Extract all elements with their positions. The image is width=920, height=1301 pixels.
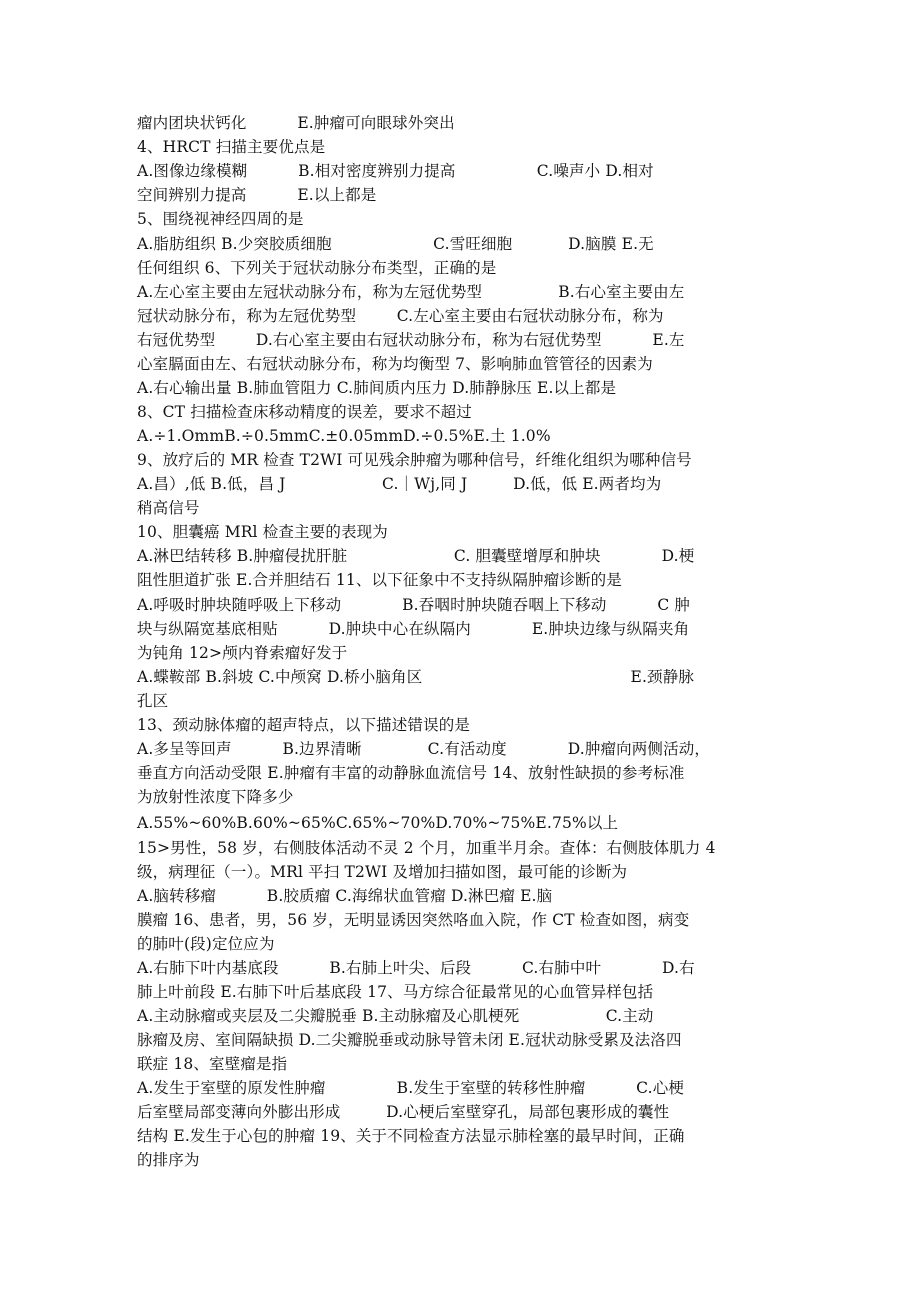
text-line: 心室膈面由左、右冠状动脉分布，称为均衡型 7、影响肺血管管径的因素为 <box>137 355 653 373</box>
text-line: 后室壁局部变薄向外膨出形成 D.心梗后室壁穿孔，局部包裹形成的囊性 <box>137 1103 670 1121</box>
text-line: A.发生于室壁的原发性肿瘤 B.发生于室壁的转移性肿瘤 C.心梗 <box>137 1079 685 1097</box>
text-line: 任何组织 6、下列关于冠状动脉分布类型，正确的是 <box>137 259 497 277</box>
text-line: 瘤内团块状钙化 E.肿瘤可向眼球外突出 <box>137 114 455 132</box>
text-line: 5、围绕视神经四周的是 <box>137 210 304 228</box>
text-line: A.脑转移瘤 B.胶质瘤 C.海绵状血管瘤 D.淋巴瘤 E.脑 <box>137 887 553 905</box>
text-line: A.呼吸时肿块随呼吸上下移动 B.吞咽时肿块随吞咽上下移动 C 肿 <box>137 596 691 614</box>
text-line: 13、颈动脉体瘤的超声特点，以下描述错误的是 <box>137 716 471 734</box>
text-line: A.主动脉瘤或夹层及二尖瓣脱垂 B.主动脉瘤及心肌梗死 C.主动 <box>137 1007 654 1025</box>
text-line: 为钝角 12>颅内脊索瘤好发于 <box>137 644 348 662</box>
text-line: 右冠优势型 D.右心室主要由右冠状动脉分布，称为右冠优势型 E.左 <box>137 331 685 349</box>
text-line: 空间辨别力提高 E.以上都是 <box>137 186 377 204</box>
text-line: 孔区 <box>137 692 169 710</box>
text-line: 垂直方向活动受限 E.肿瘤有丰富的动静脉血流信号 14、放射性缺损的参考标准 <box>137 764 685 782</box>
text-line: 阻性胆道扩张 E.合并胆结石 11、以下征象中不支持纵隔肿瘤诊断的是 <box>137 571 622 589</box>
text-line: 9、放疗后的 MR 检查 T2WI 可见残余肿瘤为哪种信号，纤维化组织为哪种信号 <box>137 451 692 469</box>
text-line: A.多呈等回声 B.边界清晰 C.有活动度 D.肿瘤向两侧活动， <box>137 740 711 758</box>
text-line: A.右心输出量 B.肺血管阻力 C.肺间质内压力 D.肺静脉压 E.以上都是 <box>137 379 617 397</box>
text-line: A.55%~60%B.60%~65%C.65%~70%D.70%~75%E.75%以上 <box>137 814 619 832</box>
text-line: 脉瘤及房、室间隔缺损 D.二尖瓣脱垂或动脉导管未闭 E.冠状动脉受累及法洛四 <box>137 1031 682 1049</box>
text-line: 的排序为 <box>137 1151 200 1169</box>
text-line: A.淋巴结转移 B.肿瘤侵扰肝脏 C. 胆囊壁增厚和肿块 D.梗 <box>137 547 695 565</box>
text-line: A.左心室主要由左冠状动脉分布，称为左冠优势型 B.右心室主要由左 <box>137 283 685 301</box>
text-line: 的肺叶(段)定位应为 <box>137 935 275 953</box>
text-line: A.右肺下叶内基底段 B.右肺上叶尖、后段 C.右肺中叶 D.右 <box>137 959 695 977</box>
text-line: A.昌）,低 B.低，昌 J C.｜Wj,同 J D.低，低 E.两者均为 <box>137 475 662 493</box>
text-line: A.蝶鞍部 B.斜坡 C.中颅窝 D.桥小脑角区 E.颈静脉 <box>137 668 695 686</box>
text-line: 稍高信号 <box>137 499 200 517</box>
text-line: 为放射性浓度下降多少 <box>137 788 294 806</box>
text-line: 冠状动脉分布，称为左冠优势型 C.左心室主要由右冠状动脉分布，称为 <box>137 307 664 325</box>
text-line: 肺上叶前段 E.右肺下叶后基底段 17、马方综合征最常见的心血管异样包括 <box>137 983 654 1001</box>
text-line: 膜瘤 16、患者，男，56 岁，无明显诱因突然咯血入院，作 CT 检查如图，病变 <box>137 911 690 929</box>
text-line: A.脂肪组织 B.少突胶质细胞 C.雪旺细胞 D.脑膜 E.无 <box>137 235 654 253</box>
text-line: 4、HRCT 扫描主要优点是 <box>137 138 326 156</box>
text-line: 15>男性，58 岁，右侧肢体活动不灵 2 个月，加重半月余。查体：右侧肢体肌力 4 <box>137 839 716 857</box>
text-line: 8、CT 扫描检查床移动精度的误差，要求不超过 <box>137 403 472 421</box>
text-line: A.图像边缘模糊 B.相对密度辨别力提高 C.噪声小 D.相对 <box>137 162 654 180</box>
text-line: 联症 18、室壁瘤是指 <box>137 1055 288 1073</box>
text-line: 级，病理征（一）。MRl 平扫 T2WI 及增加扫描如图，最可能的诊断为 <box>137 863 628 881</box>
text-line: A.÷1.OmmB.÷0.5mmC.±0.05mmD.÷0.5%E.土 1.0% <box>137 427 551 445</box>
text-line: 10、胆囊癌 MRl 检查主要的表现为 <box>137 523 388 541</box>
text-line: 块与纵隔宽基底相贴 D.肿块中心在纵隔内 E.肿块边缘与纵隔夹角 <box>137 620 690 638</box>
text-line: 结构 E.发生于心包的肿瘤 19、关于不同检查方法显示肺栓塞的最早时间，正确 <box>137 1127 685 1145</box>
